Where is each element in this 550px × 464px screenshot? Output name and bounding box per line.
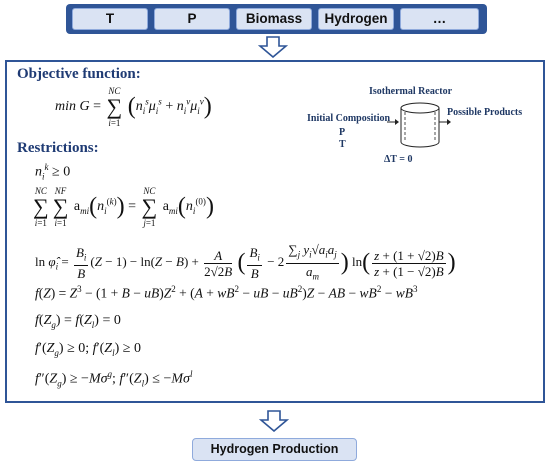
phase-equality-constraint: $f(Z_g) = f(Z_l) = 0$ [35,313,121,330]
possible-products-label: Possible Products [447,107,523,118]
down-arrow-icon [258,36,288,58]
input-box-biomass: Biomass [236,8,312,30]
reactor-vessel-icon [395,98,445,154]
input-box-hydrogen: Hydrogen [318,8,394,30]
outlet-arrow-icon [439,118,451,126]
fugacity-coefficient-equation: $\ln \varphî_i$ = $\frac{B_i}{B}$ (Z − 1) − ln(Z − B) + $\frac{A}{2√2B}$ ( $\frac{B_i}{B}$ − 2 $\frac{\sum_j y_i√a_ia_j}{a_m}$ ) ln( $\frac{z + (1 + √2)B}{z + (1 - √2)B}$ ) [35,242,456,282]
down-arrow-icon [259,410,289,432]
model-panel [5,60,545,403]
first-derivative-constraint: $f'(Z_g) \ge 0$; $f'(Z_l) \ge 0$ [35,341,141,358]
nonnegativity-constraint: $n_i^k \ge 0$ [35,162,71,182]
objective-equation: min G = NC ∑ i=1 $(n_i^s\mu_i^s + n_i^v\mu_i^v)$ [55,86,212,128]
element-balance-constraint: NC ∑ i=1 NF ∑ i=1 $a_{mi}(n_i^{(k)})$ = NC ∑ j=1 $a_{mi}(n_i^{(0)})$ [33,186,214,228]
reactor-title: Isothermal Reactor [369,86,453,97]
second-derivative-constraint: $f''(Z_g) \ge -M\sigma^g$; $f''(Z_l) \le -M\sigma^l$ [35,369,193,389]
input-box-p: P [154,8,230,30]
input-box-t: T [72,8,148,30]
restrictions-title: Restrictions: [17,140,99,156]
temperature-label: T [339,139,346,150]
input-variables-bar [66,4,487,34]
initial-composition-label: Initial Composition [307,113,391,124]
objective-function-title: Objective function: [17,66,141,82]
hydrogen-production-box: Hydrogen Production [192,438,357,461]
pressure-label: P [339,127,346,138]
input-box-more: … [400,8,479,30]
cubic-eos-equation: $f(Z) = Z^3 - (1 + B - uB)Z^2 + (A + wB^2$ − uB − $uB^2)Z$ − AB − $wB^2 - wB^3$ [35,284,418,301]
delta-t-label: ΔT = 0 [384,154,413,165]
inlet-arrow-icon [387,118,399,126]
